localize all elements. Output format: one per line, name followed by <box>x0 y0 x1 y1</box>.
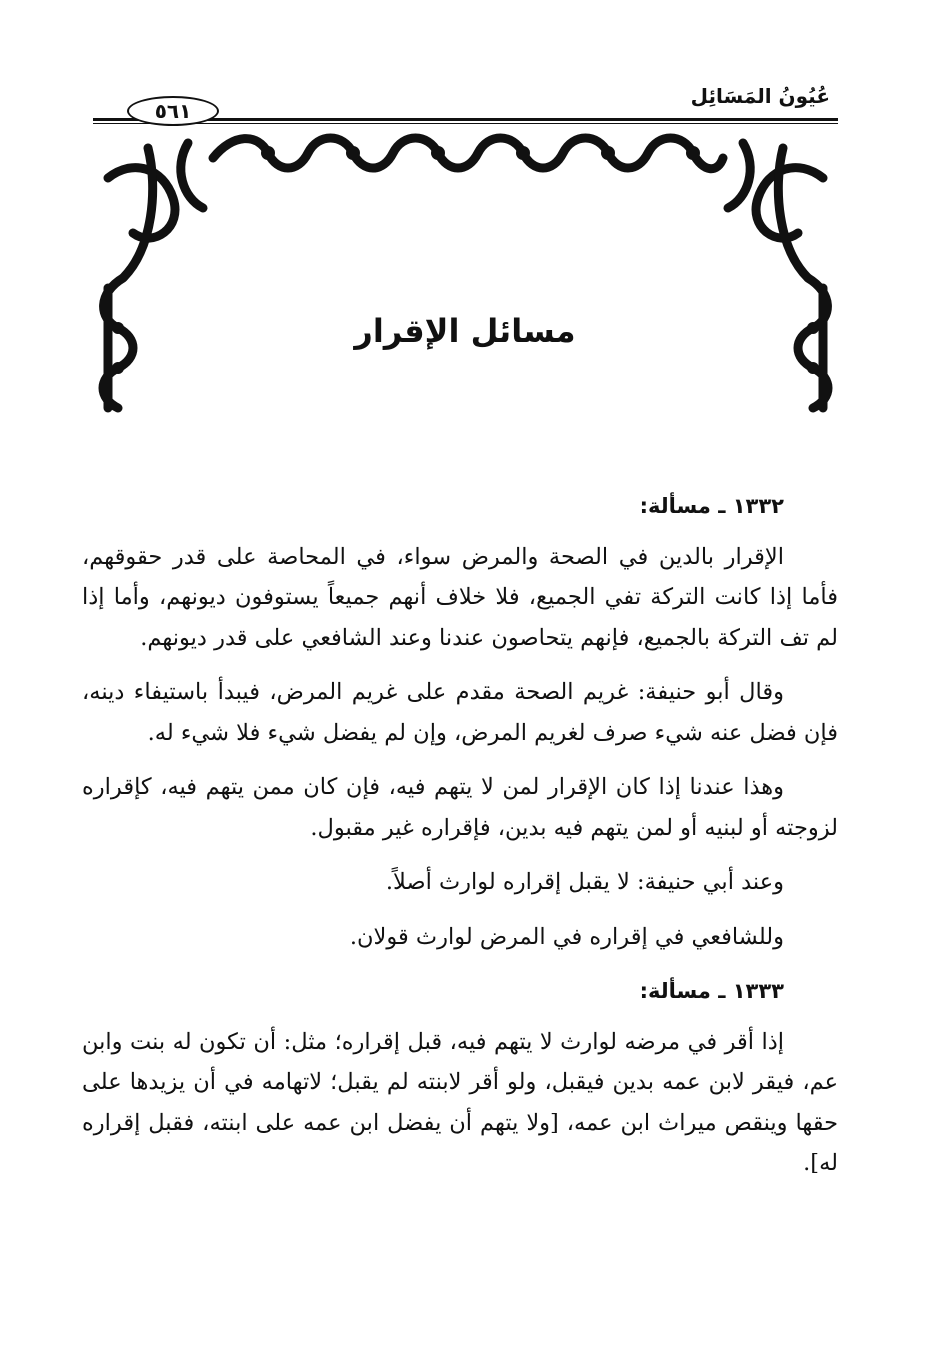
paragraph: وقال أبو حنيفة: غريم الصحة مقدم على غريم المرض، فيبدأ باستيفاء دينه، فإن فضل عنه شيء صرف لغريم المرض، وإن لم يفضل شيء فلا شيء له. <box>82 679 838 746</box>
body-text <box>82 486 838 1198</box>
paragraph: إذا أقر في مرضه لوارث لا يتهم فيه، قبل إقراره؛ مثل: أن تكون له بنت وابن عم، فيقر لابن عمه بدين فيقبل، ولو أقر لابنته لم يقبل؛ لاتهامه في أن يزيدها على حقها وينقص ميراث ابن عمه، [ولا يتهم أن يفضل ابن عمه على ابنته، فقبل إقراره له]. <box>82 1028 838 1176</box>
paragraph: الإقرار بالدين في الصحة والمرض سواء، في المحاصة على قدر حقوقهم، فأما إذا كانت التركة تفي الجميع، فلا خلاف أنهم جميعاً يستوفون ديونهم، وأما إذا لم تف التركة بالجميع، فإنهم يتحاصون عندنا وعند الشافعي على قدر ديونهم. <box>82 543 838 651</box>
paragraph: وللشافعي في إقراره في المرض لوارث قولان. <box>349 923 784 950</box>
issue-heading-1333: ١٣٣٣ ـ مسألة: <box>639 979 784 1003</box>
ornamental-frame-icon <box>93 128 838 418</box>
book-title: عُيُونُ المَسَائِل <box>690 84 830 108</box>
header-rule-thin <box>93 123 838 124</box>
issue-heading-1332: ١٣٣٢ ـ مسألة: <box>639 494 784 518</box>
page-number-text: ٥٦١ <box>154 99 192 123</box>
chapter-title: مسائل الإقرار <box>354 312 576 350</box>
paragraph: وهذا عندنا إذا كان الإقرار لمن لا يتهم فيه، فإن كان ممن يتهم فيه، كإقراره لزوجته أو لبنيه أو لمن يتهم فيه بدين، فإقراره غير مقبول. <box>82 774 838 841</box>
running-header <box>93 78 838 126</box>
paragraph: وعند أبي حنيفة: لا يقبل إقراره لوارث أصلاً. <box>385 869 784 895</box>
page-number <box>127 96 219 126</box>
